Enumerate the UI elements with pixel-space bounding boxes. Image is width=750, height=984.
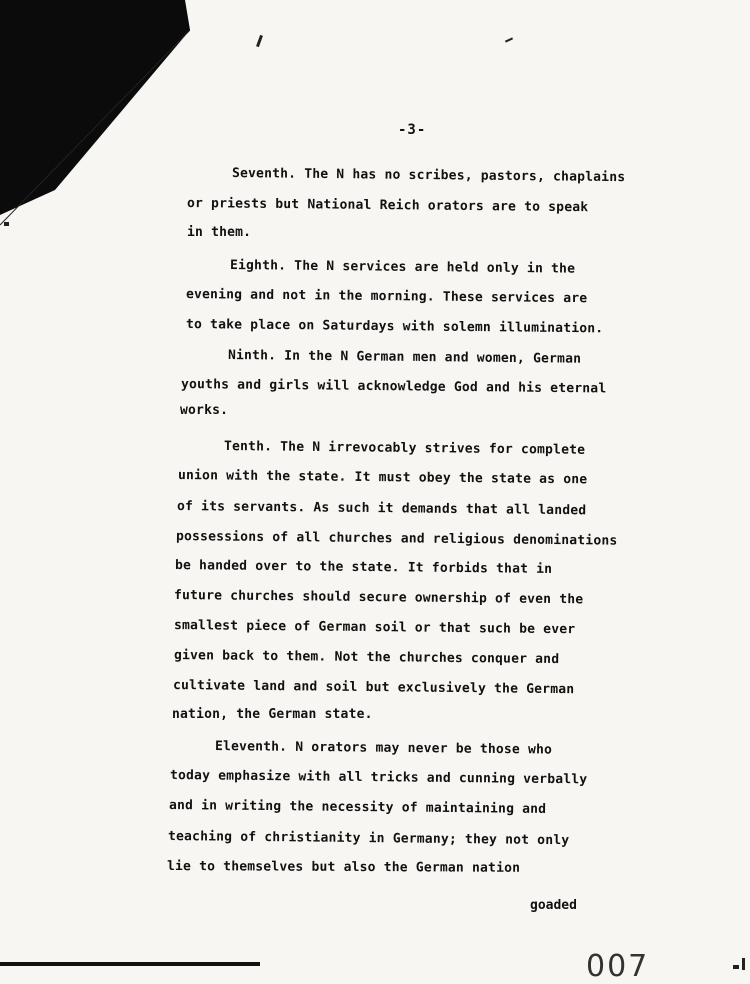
text-line: and in writing the necessity of maintaining and xyxy=(168,798,547,817)
text-line: Eleventh. N orators may never be those who xyxy=(214,739,553,758)
text-line: to take place on Saturdays with solemn illumination. xyxy=(185,317,604,337)
text-line: nation, the German state. xyxy=(172,707,373,722)
pencil-mark xyxy=(256,35,263,47)
margin-mark xyxy=(742,958,745,970)
text-line: cultivate land and soil but exclusively the German xyxy=(172,678,575,698)
text-line: youths and girls will acknowledge God and his eternal xyxy=(180,377,607,397)
document-number: 007 xyxy=(586,949,650,984)
text-line: given back to them. Not the churches conquer and xyxy=(173,648,560,668)
text-line: teaching of christianity in Germany; they not only xyxy=(167,829,570,849)
text-line: Tenth. The N irrevocably strives for complete xyxy=(223,439,586,458)
text-line: or priests but National Reich orators are to speak xyxy=(186,196,589,216)
margin-mark xyxy=(4,222,9,226)
margin-mark xyxy=(733,965,739,969)
catchword: goaded xyxy=(530,898,577,913)
text-line: today emphasize with all tricks and cunning verbally xyxy=(169,768,588,788)
scan-shadow-edge xyxy=(0,0,190,230)
text-line: works. xyxy=(180,403,229,418)
text-line: of its servants. As such it demands that all landed xyxy=(176,499,587,519)
text-line: future churches should secure ownership of even the xyxy=(173,588,584,608)
bottom-scan-edge xyxy=(0,962,260,966)
text-line: be handed over to the state. It forbids that in xyxy=(174,558,553,577)
text-line: union with the state. It must obey the state as one xyxy=(177,468,588,488)
text-line: in them. xyxy=(187,225,252,240)
text-line: Ninth. In the N German men and women, German xyxy=(227,348,582,367)
page-number: -3- xyxy=(398,122,427,138)
text-line: possessions of all churches and religious denominations xyxy=(175,529,618,549)
text-line: Eighth. The N services are held only in the xyxy=(229,258,576,277)
text-line: lie to themselves but also the German nation xyxy=(166,859,521,876)
text-line: smallest piece of German soil or that such be ever xyxy=(173,618,576,638)
text-line: evening and not in the morning. These services are xyxy=(185,287,588,307)
text-line: Seventh. The N has no scribes, pastors, chaplains xyxy=(231,166,626,186)
pencil-mark xyxy=(505,37,513,42)
